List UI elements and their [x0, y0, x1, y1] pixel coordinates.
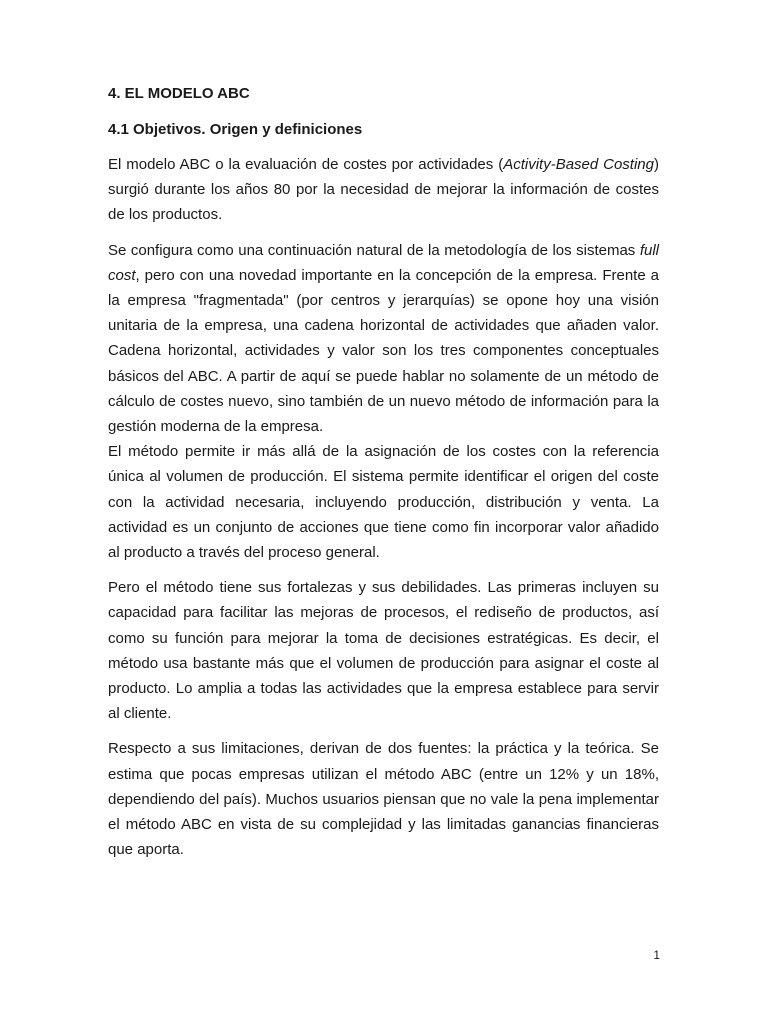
- page-content: [108, 84, 659, 872]
- paragraph-2-text-start: Se configura como una continuación natural de la metodología de los sistemas: [108, 241, 640, 259]
- paragraph-1: [108, 152, 659, 228]
- paragraph-3: El método permite ir más allá de la asignación de los costes con la referencia única al volumen de producción. El sistema permite identificar el origen del coste con la actividad necesaria, incluyendo producción, distribución y venta. La actividad es un conjunto de acciones que tiene como fin incorporar valor añadido al producto a través del proceso general.: [108, 443, 659, 562]
- section-heading: 4. EL MODELO ABC: [108, 85, 250, 102]
- subsection-heading: 4.1 Objetivos. Origen y definiciones: [108, 121, 363, 138]
- paragraph-1-italic-term: Activity-Based Costing: [503, 156, 654, 173]
- paragraph-2: [108, 238, 659, 440]
- paragraph-2-italic-term: full cost: [108, 241, 659, 284]
- paragraph-2-text-end: , pero con una novedad importante en la concepción de la empresa. Frente a la empresa "fragmentada" (por centros y jerarquías) se opone hoy una visión unitaria de la empresa, una cadena horizontal de actividades que añaden valor. Cadena horizontal, actividades y valor son los tres componentes conceptuales básicos del ABC. A partir de aquí se puede hablar no solamente de un método de cálculo de costes nuevo, sino también de un nuevo método de información para la gestión moderna de la empresa.: [108, 266, 659, 436]
- paragraph-1-text-end: ) surgió durante los años 80 por la necesidad de mejorar la información de costes de los productos.: [108, 156, 659, 224]
- paragraph-5: Respecto a sus limitaciones, derivan de dos fuentes: la práctica y la teórica. Se estima que pocas empresas utilizan el método ABC (entre un 12% y un 18%, dependiendo del país). Muchos usuarios piensan que no vale la pena implementar el método ABC en vista de su complejidad y las limitadas ganancias financieras que aporta.: [108, 740, 659, 859]
- page-number: 1: [653, 948, 660, 962]
- paragraph-1-text-start: El modelo ABC o la evaluación de costes por actividades (: [108, 156, 504, 173]
- paragraph-4: Pero el método tiene sus fortalezas y sus debilidades. Las primeras incluyen su capacidad para facilitar las mejoras de procesos, el rediseño de productos, así como su función para mejorar la toma de decisiones estratégicas. Es decir, el método usa bastante más que el volumen de producción para asignar el coste al producto. Lo amplia a todas las actividades que la empresa establece para servir al cliente.: [108, 579, 659, 723]
